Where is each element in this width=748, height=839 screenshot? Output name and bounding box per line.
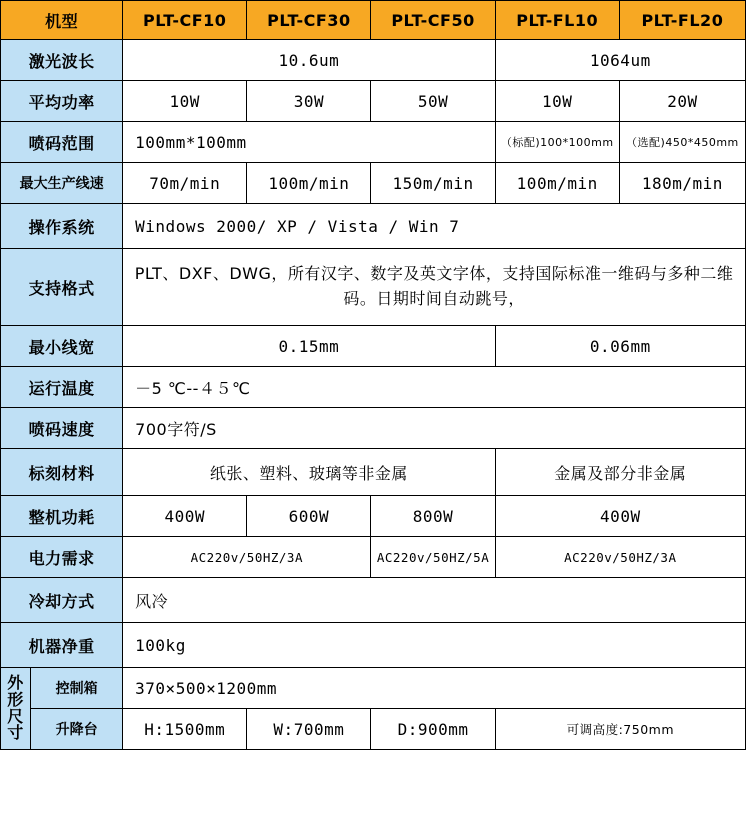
cell-range-fl20: （选配)450*450mm: [619, 122, 745, 163]
table-row: [1, 449, 746, 496]
row-label-dimensions: [1, 668, 31, 750]
cell-control-box-dimensions: 370×500×1200mm: [123, 668, 746, 709]
table-row: [1, 668, 746, 709]
cell-power-fl20: 20W: [619, 81, 745, 122]
dimensions-char-2: 形: [7, 689, 24, 709]
table-header-row: [1, 1, 746, 40]
row-label-cooling-method: 冷却方式: [1, 578, 123, 623]
cell-power-cf30: 30W: [247, 81, 371, 122]
table-row: [1, 122, 746, 163]
table-row: [1, 496, 746, 537]
cell-power-req-cf50: AC220v/50HZ/5A: [371, 537, 495, 578]
cell-power-req-cf10-cf30: AC220v/50HZ/3A: [123, 537, 371, 578]
row-label-marking-range: 喷码范围: [1, 122, 123, 163]
header-cell-model: 机型: [1, 1, 123, 40]
row-label-marking-material: 标刻材料: [1, 449, 123, 496]
table-row: [1, 163, 746, 204]
row-label-min-line-width: 最小线宽: [1, 326, 123, 367]
header-cell-plt-fl20: PLT-FL20: [619, 1, 745, 40]
cell-lift-adjustable-height: 可调高度:750mm: [495, 709, 745, 750]
cell-speed-cf50: 150m/min: [371, 163, 495, 204]
cell-consumption-fiber: 400W: [495, 496, 745, 537]
cell-power-req-fiber: AC220v/50HZ/3A: [495, 537, 745, 578]
table-row: [1, 623, 746, 668]
dimensions-char-3: 尺: [7, 706, 24, 726]
cell-wavelength-co2: 10.6um: [123, 40, 495, 81]
cell-min-line-width-fiber: 0.06mm: [495, 326, 745, 367]
table-row: [1, 40, 746, 81]
dimensions-char-4: 寸: [7, 723, 24, 743]
cell-power-cf10: 10W: [123, 81, 247, 122]
cell-wavelength-fiber: 1064um: [495, 40, 745, 81]
cell-marking-speed: 700字符/S: [123, 408, 746, 449]
header-cell-plt-cf30: PLT-CF30: [247, 1, 371, 40]
cell-operating-temperature: －5 ℃--４５℃: [123, 367, 746, 408]
header-cell-plt-cf50: PLT-CF50: [371, 1, 495, 40]
cell-range-fl10: （标配)100*100mm: [495, 122, 619, 163]
row-label-max-line-speed: 最大生产线速: [1, 163, 123, 204]
cell-supported-formats: PLT、DXF、DWG，所有汉字、数字及英文字体，支持国际标准一维码与多种二维码。日期时间自动跳号，: [123, 249, 746, 326]
cell-min-line-width-co2: 0.15mm: [123, 326, 495, 367]
row-label-operating-system: 操作系统: [1, 204, 123, 249]
cell-speed-fl10: 100m/min: [495, 163, 619, 204]
cell-consumption-cf10: 400W: [123, 496, 247, 537]
table-row: [1, 408, 746, 449]
row-label-operating-temperature: 运行温度: [1, 367, 123, 408]
cell-speed-cf30: 100m/min: [247, 163, 371, 204]
cell-range-co2: 100mm*100mm: [123, 122, 495, 163]
cell-lift-height: H:1500mm: [123, 709, 247, 750]
table-row: [1, 578, 746, 623]
cell-speed-cf10: 70m/min: [123, 163, 247, 204]
row-label-laser-wavelength: 激光波长: [1, 40, 123, 81]
row-label-total-power-consumption: 整机功耗: [1, 496, 123, 537]
cell-material-fiber: 金属及部分非金属: [495, 449, 745, 496]
cell-power-cf50: 50W: [371, 81, 495, 122]
cell-speed-fl20: 180m/min: [619, 163, 745, 204]
row-label-net-weight: 机器净重: [1, 623, 123, 668]
table-row: [1, 249, 746, 326]
row-label-control-box: 控制箱: [31, 668, 123, 709]
row-label-marking-speed: 喷码速度: [1, 408, 123, 449]
cell-operating-system: Windows 2000/ XP / Vista / Win 7: [123, 204, 746, 249]
row-label-supported-formats: 支持格式: [1, 249, 123, 326]
row-label-power-requirement: 电力需求: [1, 537, 123, 578]
table-row: [1, 709, 746, 750]
cell-net-weight: 100kg: [123, 623, 746, 668]
row-label-lifting-platform: 升降台: [31, 709, 123, 750]
dimensions-char-1: 外: [7, 672, 24, 692]
cell-lift-depth: D:900mm: [371, 709, 495, 750]
table-row: [1, 367, 746, 408]
cell-lift-width: W:700mm: [247, 709, 371, 750]
cell-consumption-cf30: 600W: [247, 496, 371, 537]
table-row: [1, 204, 746, 249]
cell-power-fl10: 10W: [495, 81, 619, 122]
cell-consumption-cf50: 800W: [371, 496, 495, 537]
header-cell-plt-cf10: PLT-CF10: [123, 1, 247, 40]
table-row: [1, 537, 746, 578]
cell-material-co2: 纸张、塑料、玻璃等非金属: [123, 449, 495, 496]
table-row: [1, 326, 746, 367]
header-cell-plt-fl10: PLT-FL10: [495, 1, 619, 40]
cell-cooling-method: 风冷: [123, 578, 746, 623]
row-label-average-power: 平均功率: [1, 81, 123, 122]
table-row: [1, 81, 746, 122]
